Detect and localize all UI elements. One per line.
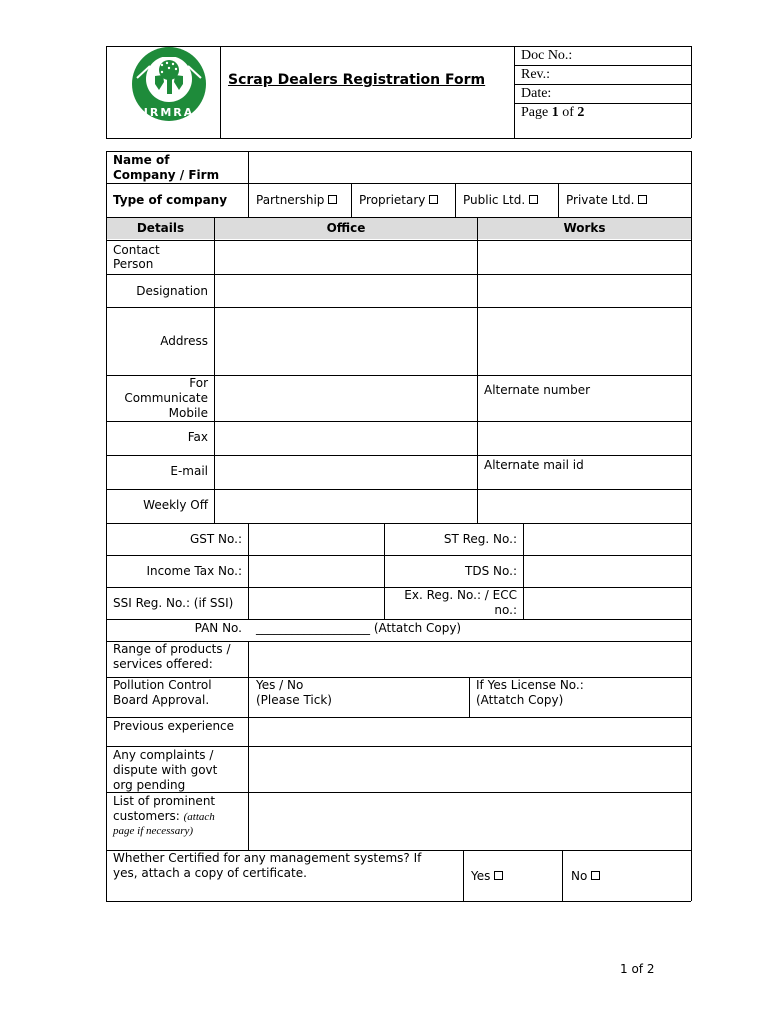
ex-reg-label-line1: Ex. Reg. No.: / ECC <box>404 588 517 602</box>
certified-no-checkbox[interactable] <box>591 871 600 880</box>
col-office-header: Office <box>326 221 366 235</box>
pan-label: PAN No. <box>194 621 242 635</box>
type-public-ltd-option[interactable]: Public Ltd. <box>463 193 538 208</box>
ex-reg-label-line2: no.: <box>494 603 517 617</box>
address-works-field[interactable] <box>479 309 690 374</box>
certified-yes-checkbox[interactable] <box>494 871 503 880</box>
contact-office-field[interactable] <box>216 242 476 273</box>
email-office-field[interactable] <box>216 457 476 488</box>
pollution-tick-note: (Please Tick) <box>256 693 332 707</box>
customers-field[interactable] <box>250 794 690 849</box>
weekly-off-works-field[interactable] <box>479 491 690 522</box>
type-proprietary-option[interactable]: Proprietary <box>359 193 438 208</box>
contact-label-line1: Contact <box>113 243 160 257</box>
st-reg-label: ST Reg. No.: <box>443 532 517 546</box>
income-tax-label: Income Tax No.: <box>146 564 242 578</box>
pan-attach-note: (Attatch Copy) <box>373 621 462 635</box>
pollution-yes-no-option[interactable]: Yes / No <box>256 678 304 692</box>
gst-label: GST No.: <box>189 532 242 546</box>
alternate-mail-label: Alternate mail id <box>484 458 584 472</box>
footer-page-number: 1 of 2 <box>620 962 655 976</box>
partnership-checkbox[interactable] <box>328 195 337 204</box>
weekly-off-office-field[interactable] <box>216 491 476 522</box>
income-tax-field[interactable] <box>250 557 383 586</box>
company-type-label: Type of company <box>113 193 228 207</box>
tds-field[interactable] <box>525 557 690 586</box>
proprietary-checkbox[interactable] <box>429 195 438 204</box>
ex-reg-field[interactable] <box>525 589 690 618</box>
rev-label: Rev.: <box>521 67 551 82</box>
pollution-label-line2: Board Approval. <box>113 693 210 707</box>
public-ltd-checkbox[interactable] <box>529 195 538 204</box>
pan-field[interactable]: ___________________ (Attatch Copy) <box>256 621 462 635</box>
certified-no-option[interactable]: No <box>571 869 600 884</box>
pollution-label-line1: Pollution Control <box>113 678 212 692</box>
email-label: E-mail <box>170 464 208 478</box>
communicate-label-line2: Communicate <box>124 391 208 405</box>
page-indicator: Page 1 of 2 <box>521 105 585 120</box>
certified-question-line1: Whether Certified for any management systems? If <box>113 851 422 865</box>
company-name-label-line2: Company / Firm <box>113 168 220 182</box>
license-label-line1: If Yes License No.: <box>476 678 584 692</box>
form-title: Scrap Dealers Registration Form <box>228 72 486 88</box>
certified-yes-option[interactable]: Yes <box>471 869 503 884</box>
fax-works-field[interactable] <box>479 423 690 454</box>
fax-office-field[interactable] <box>216 423 476 454</box>
fax-label: Fax <box>187 430 208 444</box>
tds-label: TDS No.: <box>465 564 517 578</box>
type-partnership-option[interactable]: Partnership <box>256 193 337 208</box>
customers-label-line1: List of prominent <box>113 794 216 808</box>
complaints-field[interactable] <box>250 748 690 791</box>
private-ltd-checkbox[interactable] <box>638 195 647 204</box>
st-reg-field[interactable] <box>525 525 690 554</box>
mobile-office-field[interactable] <box>216 377 476 420</box>
logo-text: IRMRA <box>143 106 195 119</box>
type-private-ltd-option[interactable]: Private Ltd. <box>566 193 647 208</box>
contact-label-line2: Person <box>113 257 154 271</box>
designation-works-field[interactable] <box>479 276 690 306</box>
company-name-field[interactable] <box>250 153 689 182</box>
ssi-field[interactable] <box>250 589 383 618</box>
weekly-off-label: Weekly Off <box>143 498 208 512</box>
alternate-number-label: Alternate number <box>484 383 591 397</box>
contact-works-field[interactable] <box>479 242 690 273</box>
col-details-header: Details <box>136 221 185 235</box>
range-label-line2: services offered: <box>113 657 213 671</box>
communicate-label-line1: For <box>189 376 208 390</box>
date-label: Date: <box>521 86 552 101</box>
ssi-label: SSI Reg. No.: (if SSI) <box>113 596 234 610</box>
doc-no-label: Doc No.: <box>521 48 573 63</box>
customers-label-line2: customers: (attach <box>113 809 215 823</box>
address-label: Address <box>160 334 208 348</box>
gst-field[interactable] <box>250 525 383 554</box>
complaints-label-line2: dispute with govt <box>113 763 218 777</box>
complaints-label-line3: org pending <box>113 778 186 792</box>
range-field[interactable] <box>250 643 690 676</box>
license-label-line2: (Attatch Copy) <box>476 693 564 707</box>
designation-label: Designation <box>136 284 208 298</box>
customers-note-line2: page if necessary) <box>113 825 194 837</box>
address-office-field[interactable] <box>216 309 476 374</box>
range-label-line1: Range of products / <box>113 642 231 656</box>
certified-question-line2: yes, attach a copy of certificate. <box>113 866 307 880</box>
previous-experience-label: Previous experience <box>113 719 235 733</box>
designation-office-field[interactable] <box>216 276 476 306</box>
customers-attach-note: (attach <box>183 811 215 823</box>
irmra-logo <box>122 46 216 124</box>
previous-experience-field[interactable] <box>250 719 690 745</box>
communicate-label-line3: Mobile <box>168 406 208 420</box>
company-name-label-line1: Name of <box>113 153 170 167</box>
col-works-header: Works <box>563 221 606 235</box>
complaints-label-line1: Any complaints / <box>113 748 214 762</box>
